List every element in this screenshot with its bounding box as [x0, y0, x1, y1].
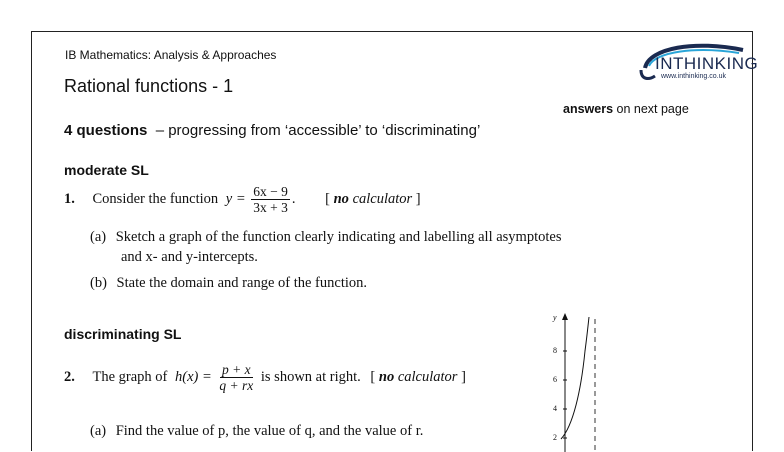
tick-label: 4 — [553, 404, 557, 413]
part-label: (b) — [90, 275, 107, 291]
question-1-calculator-note: [ no calculator ] — [325, 190, 421, 207]
tick-label: 8 — [553, 346, 557, 355]
question-2-calculator-note: [ no calculator ] — [370, 368, 466, 385]
question-2-number: 2. — [64, 368, 75, 385]
question-2-fraction — [217, 362, 255, 393]
question-1-part-a-cont — [121, 249, 258, 266]
part-label: (a) — [90, 229, 107, 245]
question-1-denominator: 3x + 3 — [253, 200, 288, 215]
inthinking-logo — [635, 40, 759, 88]
question-1-part-a — [90, 229, 561, 246]
part-label: (a) — [90, 423, 107, 439]
page-title: Rational functions - 1 — [64, 76, 234, 96]
question-2-intro: The graph of — [92, 368, 168, 385]
answers-note-rest: on next page — [613, 102, 689, 116]
part-text: State the domain and range of the function. — [116, 275, 367, 291]
question-2 — [64, 362, 466, 393]
question-1: 1. Consider the function y = $\frac{6x - 9}{3x + 3}$ . [ no calculator ] — [64, 184, 421, 215]
question-2-denominator: q + rx — [219, 378, 254, 393]
function-graph — [547, 311, 607, 452]
question-1-number: 1. — [64, 190, 75, 207]
question-1-part-b — [90, 275, 367, 292]
answers-note-bold: answers — [563, 102, 614, 116]
question-count — [64, 122, 480, 139]
part-text: Find the value of p, the value of q, and the value of r. — [115, 423, 424, 439]
question-count-bold: 4 questions — [64, 122, 148, 139]
question-1-lhs: y = — [225, 190, 246, 207]
question-1-fraction — [251, 184, 290, 215]
question-2-lhs: h(x) = — [175, 368, 212, 385]
course-label: IB Mathematics: Analysis & Approaches — [65, 48, 277, 62]
worksheet-page — [31, 31, 759, 451]
y-axis-label: y — [553, 313, 557, 322]
part-text: Sketch a graph of the function clearly indicating and labelling all asymptotes — [115, 229, 562, 245]
question-1-intro: Consider the function — [92, 190, 219, 207]
section-level-discriminating: discriminating SL — [64, 326, 182, 342]
question-2-after: is shown at right. — [260, 368, 361, 385]
y-axis-arrow — [562, 313, 568, 320]
question-count-rest: – progressing from ‘accessible’ to ‘discriminating’ — [155, 122, 481, 139]
tick-label: 2 — [553, 433, 557, 442]
logo-brand: INTHINKING — [655, 54, 759, 73]
question-2-part-a — [90, 423, 423, 440]
question-2-numerator: p + x — [222, 362, 251, 377]
tick-label: 6 — [553, 375, 557, 384]
part-text: and x- and y-intercepts. — [121, 249, 258, 265]
question-1-numerator: 6x − 9 — [253, 184, 288, 199]
section-level-moderate: moderate SL — [64, 162, 149, 178]
answers-note — [563, 102, 689, 116]
logo-url: www.inthinking.co.uk — [661, 73, 726, 80]
